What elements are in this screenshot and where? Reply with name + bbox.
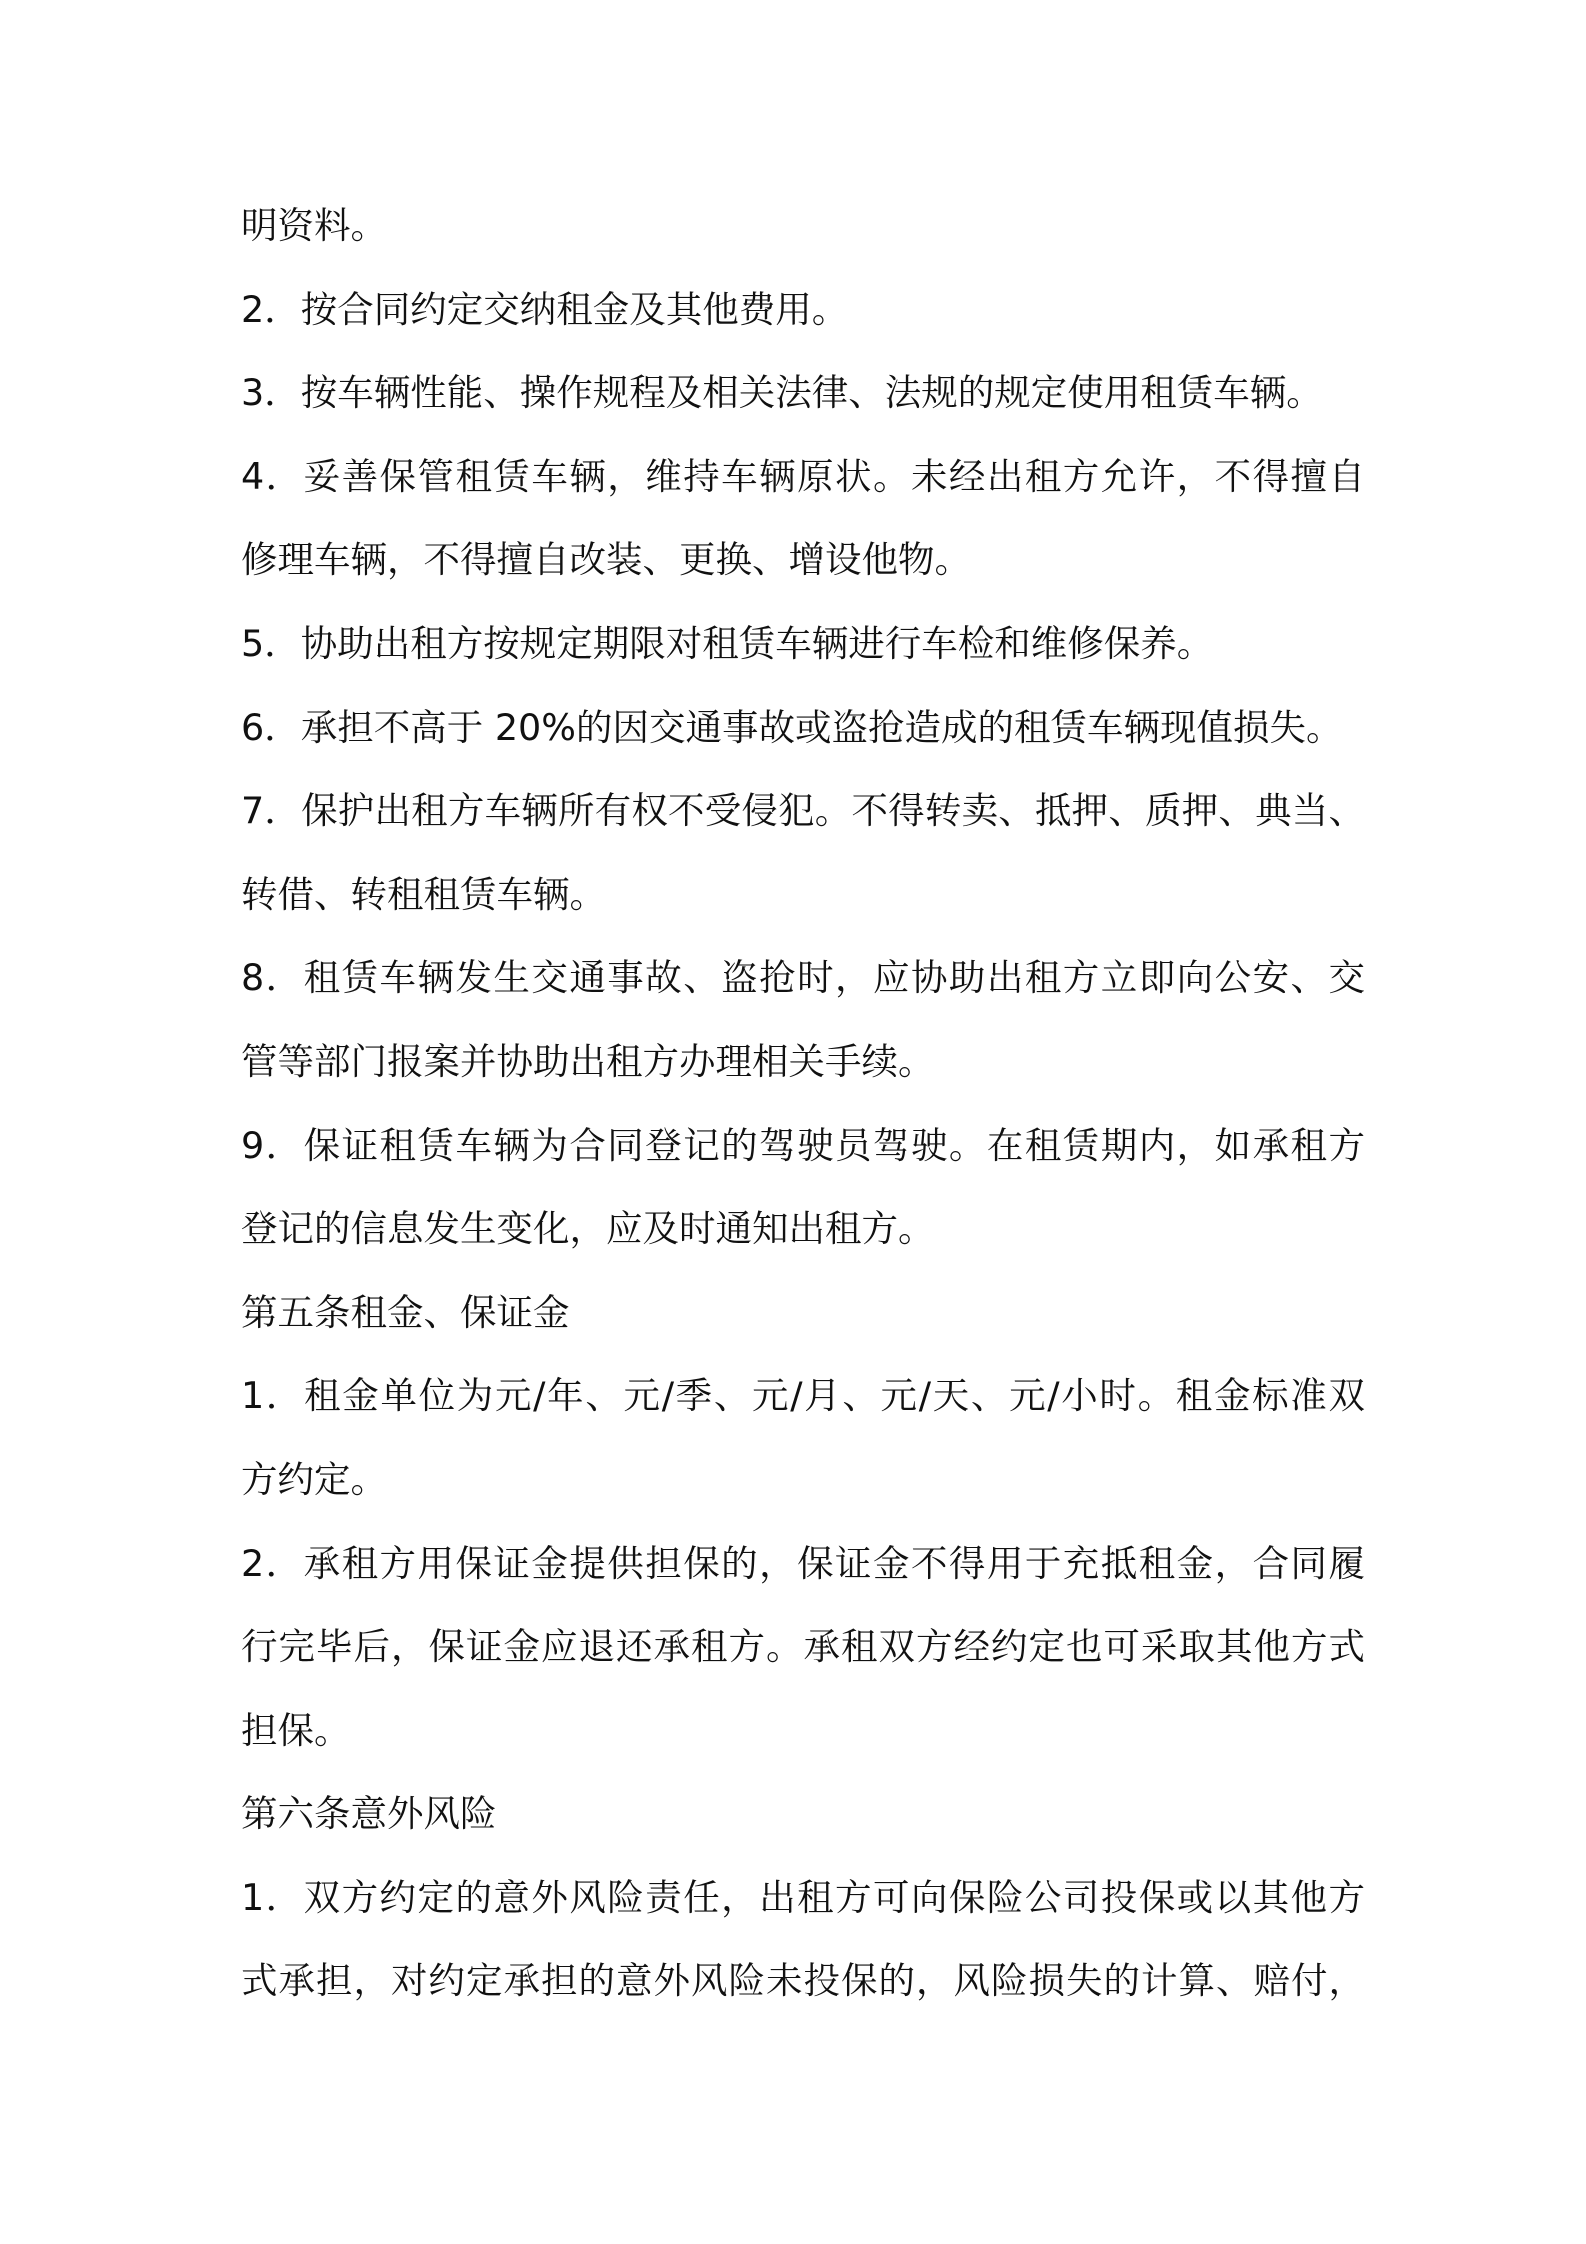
list-item [241,184,1365,268]
list-item [241,351,1365,435]
section-heading [241,1772,1365,1856]
section-heading-text: 第五条租金、保证金 [241,1290,570,1334]
list-item [241,1104,1365,1271]
list-item [241,602,1365,686]
paragraph-line: 明资料。 [241,204,387,247]
paragraph-line: 转借、转租租赁车辆。 [241,872,606,916]
paragraph-line: 2．按合同约定交纳租金及其他费用。 [241,287,849,331]
list-item [241,435,1365,602]
paragraph-line: 4．妥善保管租赁车辆，维持车辆原状。未经出租方允许，不得擅自 [241,454,1365,498]
paragraph-line: 1．双方约定的意外风险责任，出租方可向保险公司投保或以其他方 [241,1875,1365,1919]
paragraph-line: 担保。 [241,1708,351,1752]
paragraph-line: 1．租金单位为元/年、元/季、元/月、元/天、元/小时。租金标准双 [241,1374,1365,1418]
paragraph-line: 方约定。 [241,1457,387,1501]
paragraph-line: 登记的信息发生变化，应及时通知出租方。 [241,1207,935,1251]
paragraph-line: 2．承租方用保证金提供担保的，保证金不得用于充抵租金，合同履 [241,1541,1365,1585]
paragraph-line: 9．保证租赁车辆为合同登记的驾驶员驾驶。在租赁期内，如承租方 [241,1123,1365,1167]
document-body [241,184,1365,2023]
list-item [241,936,1365,1103]
paragraph-line: 行完毕后，保证金应退还承租方。承租双方经约定也可采取其他方式 [241,1625,1365,1669]
list-item [241,1856,1365,2023]
paragraph-line: 3．按车辆性能、操作规程及相关法律、法规的规定使用租赁车辆。 [241,371,1323,415]
list-item [241,769,1365,936]
paragraph-line: 7．保护出租方车辆所有权不受侵犯。不得转卖、抵押、质押、典当、 [241,789,1365,833]
paragraph-line: 5．协助出租方按规定期限对租赁车辆进行车检和维修保养。 [241,621,1214,665]
list-item [241,1354,1365,1521]
paragraph-line: 8．租赁车辆发生交通事故、盗抢时，应协助出租方立即向公安、交 [241,956,1365,1000]
paragraph-line: 式承担，对约定承担的意外风险未投保的，风险损失的计算、赔付， [241,1959,1365,2003]
paragraph-line: 修理车辆，不得擅自改装、更换、增设他物。 [241,538,971,582]
paragraph-line: 管等部门报案并协助出租方办理相关手续。 [241,1039,935,1083]
section-heading-text: 第六条意外风险 [241,1792,497,1836]
list-item [241,1522,1365,1773]
list-item [241,686,1365,770]
section-heading [241,1271,1365,1355]
list-item [241,268,1365,352]
paragraph-line: 6．承担不高于 20%的因交通事故或盗抢造成的租赁车辆现值损失。 [241,705,1343,749]
